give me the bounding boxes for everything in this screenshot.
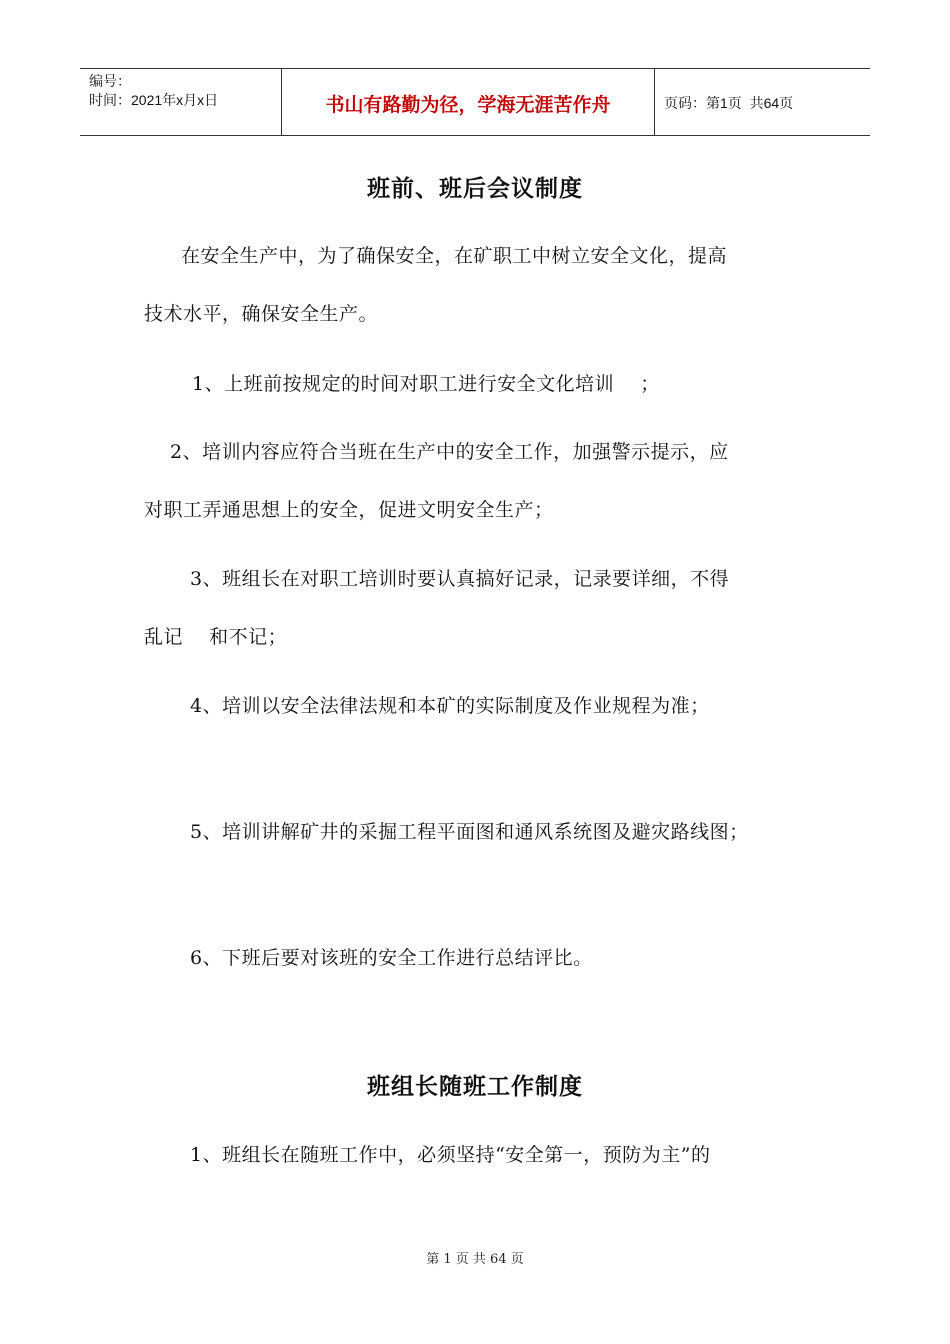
section1-item-2-line2: 对职工弄通思想上的安全，促进文明安全生产； — [144, 499, 554, 521]
section1-item-2-line1: 2、培训内容应符合当班在生产中的安全工作，加强警示提示，应 — [170, 441, 729, 463]
section1-item-6: 6、下班后要对该班的安全工作进行总结评比。 — [190, 947, 593, 969]
section2-item-1-line1: 1、班组长在随班工作中，必须坚持“安全第一，预防为主”的 — [190, 1144, 711, 1166]
header-meta-cell — [80, 69, 282, 135]
section1-item-1: 1、上班前按规定的时间对职工进行安全文化培训 ； — [192, 373, 660, 395]
header-page-cell — [655, 69, 870, 135]
section1-item-4: 4、培训以安全法律法规和本矿的实际制度及作业规程为准； — [190, 695, 710, 717]
page-footer: 第 1 页 共 64 页 — [426, 1252, 524, 1267]
header-page-info: 页码：第1页 共64页 — [664, 95, 794, 111]
section1-title: 班前、班后会议制度 — [367, 176, 583, 202]
section1-intro-line2: 技术水平，确保安全生产。 — [144, 303, 379, 325]
section1-item-3-line1: 3、班组长在对职工培训时要认真搞好记录，记录要详细，不得 — [190, 568, 730, 590]
document-time-label: 时间：2021年x月x日 — [89, 92, 219, 108]
header-motto: 书山有路勤为径，学海无涯苦作舟 — [325, 93, 611, 116]
document-header — [80, 68, 870, 136]
section1-intro-line1: 在安全生产中，为了确保安全，在矿职工中树立安全文化，提高 — [181, 245, 728, 267]
header-motto-cell — [282, 69, 655, 135]
document-number-label: 编号： — [89, 73, 131, 89]
section2-title: 班组长随班工作制度 — [367, 1074, 583, 1100]
section1-item-3-line2: 乱记 和不记； — [144, 626, 288, 648]
section1-item-5: 5、培训讲解矿井的采掘工程平面图和通风系统图及避灾路线图； — [190, 821, 749, 843]
